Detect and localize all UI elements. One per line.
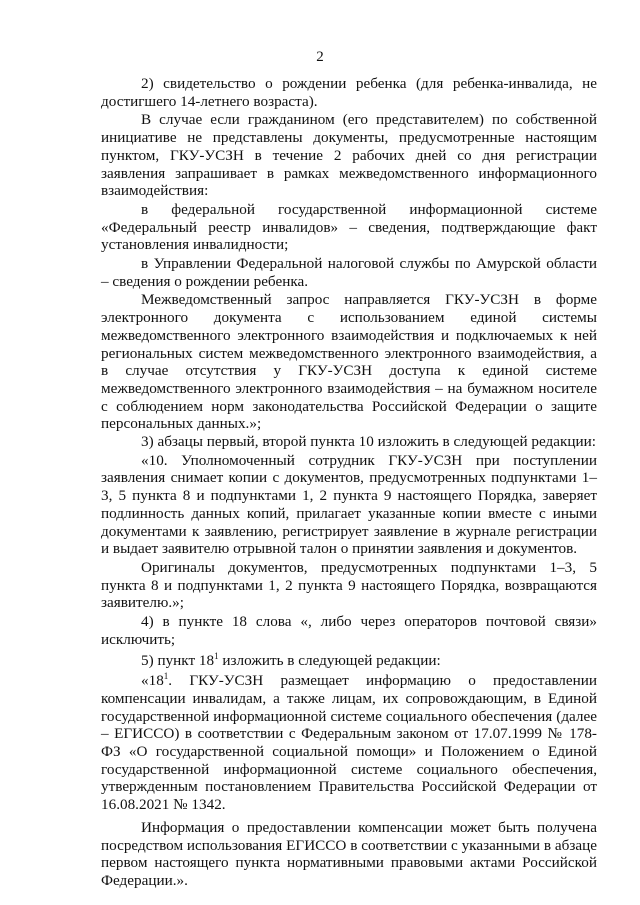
paragraph-federal-registry: в федеральной государственной информационной системе «Федеральный реестр инвалидов» – сведения, подтверждающие факт установления инвалидности; — [101, 200, 597, 254]
item-5-text-end: изложить в следующей редакции: — [218, 651, 441, 669]
paragraph-interagency-request: Межведомственный запрос направляется ГКУ-УСЗН в форме электронного документа с использованием единой системы межведомственного электронного взаимодействия и подключаемых к ней региональных систем межведомственного электронного взаимодействия, а в случае отсутствия у ГКУ-УСЗН доступа к единой системе межведомственного электронного взаимодействия – на бумажном носителе с соблюдением норм законодательства Российской Федерации о защите персональных данных.»; — [101, 291, 597, 433]
clause-18-1-text-start: «18 — [141, 672, 164, 690]
clause-18-1-text-end: . ГКУ-УСЗН размещает информацию о предоставлении компенсации инвалидам, а также лицам, их сопровождающим, в Единой государственной информационной системе социального обеспечения (далее – ЕГИССО) в соответствии с Федеральным законом от 17.07.1999 № 178-ФЗ «О государственной социальной помощи» и Положением о Единой государственной информационной системе социального обеспечения, утвержденным постановлением Правительства Российской Федерации от 16.08.2021 № 1342. — [101, 672, 597, 814]
paragraph-clause-10: «10. Уполномоченный сотрудник ГКУ-УСЗН при поступлении заявления снимает копии с документов, предусмотренных подпунктами 1–3, 5 пункта 8 и подпунктами 1, 2 пункта 9 настоящего Порядка, заверяет подлинность данных копий, прилагает указанные копии вместе с иными документами к заявлению, регистрирует заявление в журнале регистрации и выдает заявителю отрывной талон о принятии заявления и документов. — [101, 451, 597, 558]
item-5-text-start: 5) пункт 18 — [141, 651, 215, 669]
paragraph-originals: Оригиналы документов, предусмотренных подпунктами 1–3, 5 пункта 8 и подпунктами 1, 2 пункта 9 настоящего Порядка, возвращаются заявителю.»; — [101, 558, 597, 612]
paragraph-item-3: 3) абзацы первый, второй пункта 10 изложить в следующей редакции: — [141, 433, 596, 451]
paragraph-egisso-info: Информация о предоставлении компенсации может быть получена посредством использования ЕГИССО в соответствии с указанными в абзаце первом настоящего пункта нормативными правовыми актами Российской Федерации.». — [101, 818, 597, 889]
page-number: 2 — [316, 49, 324, 65]
paragraph-item-2: 2) свидетельство о рождении ребенка (для ребенка-инвалида, не достигшего 14-летнего возраста). — [101, 75, 597, 110]
paragraph-item-5 — [101, 652, 597, 670]
paragraph-item-4: 4) в пункте 18 слова «, либо через операторов почтовой связи» исключить; — [101, 613, 597, 648]
clause-18-1-superscript: 1 — [163, 671, 169, 682]
document-body — [101, 75, 597, 890]
paragraph-clause-18-1 — [101, 672, 597, 814]
item-5-superscript: 1 — [214, 650, 219, 661]
paragraph-request-intro: В случае если гражданином (его представителем) по собственной инициативе не представлены документы, предусмотренные настоящим пунктом, ГКУ-УСЗН в течение 2 рабочих дней со дня регистрации заявления запрашивает в рамках межведомственного информационного взаимодействия: — [101, 111, 597, 200]
paragraph-tax-service: в Управлении Федеральной налоговой службы по Амурской области – сведения о рождении ребенка. — [101, 255, 597, 290]
